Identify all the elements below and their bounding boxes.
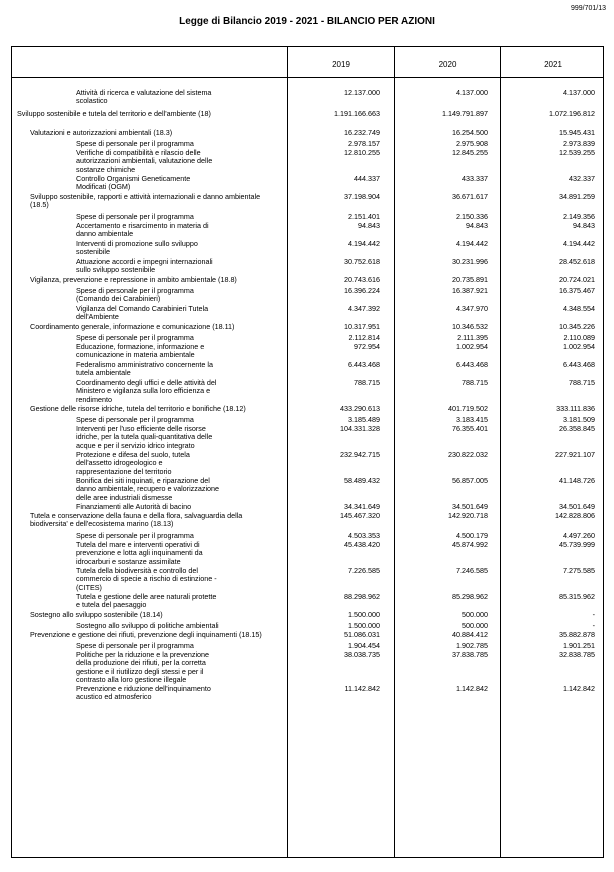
cell-2019: 1.904.454 <box>348 641 380 650</box>
row-label: Spese di personale per il programma <box>76 641 194 650</box>
row-label: Politiche per la riduzione e la prevenzione della produzione dei rifiuti, per la corretta gestione e il riutilizzo degli stessi e per il contrasto alla loro gestione illegale <box>76 650 210 684</box>
cell-2021: 142.828.806 <box>555 511 595 520</box>
cell-2020: 45.874.992 <box>452 540 488 549</box>
cell-2019: 37.198.904 <box>344 192 380 201</box>
row-label: Spese di personale per il programma <box>76 212 194 221</box>
cell-2019: 20.743.616 <box>344 275 380 284</box>
cell-2019: 11.142.842 <box>344 684 380 693</box>
cell-2020: 401.719.502 <box>448 404 488 413</box>
header-divider <box>12 77 603 78</box>
table-row <box>12 477 603 503</box>
table-row <box>12 240 603 258</box>
table-row <box>12 685 603 703</box>
cell-2021: 32.838.785 <box>559 650 595 659</box>
row-label: Sviluppo sostenibile e tutela del territorio e dell'ambiente (18) <box>17 109 211 118</box>
table-body <box>12 89 603 703</box>
row-label: Sostegno allo sviluppo di politiche ambientali <box>76 621 219 630</box>
cell-2021: 16.375.467 <box>559 286 595 295</box>
row-label: Verifiche di compatibilità e rilascio delle autorizzazioni ambientali, valutazione delle sostanze chimiche <box>76 148 213 174</box>
row-label: Tutela e conservazione della fauna e della flora, salvaguardia della biodiversita' e dell'ecosistema marino (18.13) <box>30 511 243 529</box>
cell-2019: 2.112.814 <box>348 333 380 342</box>
cell-2021: 227.921.107 <box>555 450 595 459</box>
cell-2021: 4.194.442 <box>563 239 595 248</box>
cell-2020: 2.150.336 <box>456 212 488 221</box>
cell-2021: 2.149.356 <box>563 212 595 221</box>
cell-2020: 16.387.921 <box>452 286 488 295</box>
row-label: Prevenzione e riduzione dell'inquinamento acustico ed atmosferico <box>76 684 211 702</box>
cell-2020: 142.920.718 <box>448 511 488 520</box>
cell-2021: 10.345.226 <box>559 322 595 331</box>
cell-2020: 20.735.891 <box>452 275 488 284</box>
table-row <box>12 512 603 532</box>
cell-2019: 1.191.166.663 <box>334 109 380 118</box>
cell-2021: 28.452.618 <box>559 257 595 266</box>
table-row <box>12 89 603 107</box>
cell-2019: 232.942.715 <box>340 450 380 459</box>
cell-2021: 15.945.431 <box>559 128 595 137</box>
table-row <box>12 379 603 405</box>
cell-2019: 2.151.401 <box>348 212 380 221</box>
cell-2019: 30.752.618 <box>344 257 380 266</box>
row-label: Accertamento e risarcimento in materia di danno ambientale <box>76 221 209 239</box>
cell-2019: 145.467.320 <box>340 511 380 520</box>
cell-2021: 7.275.585 <box>563 566 595 575</box>
cell-2020: 500.000 <box>462 610 488 619</box>
cell-2019: 12.810.255 <box>344 148 380 157</box>
table-row <box>12 287 603 305</box>
cell-2019: 4.347.392 <box>348 304 380 313</box>
cell-2021: 1.901.251 <box>563 641 595 650</box>
cell-2020: 37.838.785 <box>452 650 488 659</box>
row-label: Gestione delle risorse idriche, tutela del territorio e bonifiche (18.12) <box>30 404 246 413</box>
cell-2021: 1.142.842 <box>563 684 595 693</box>
cell-2021: 41.148.726 <box>559 476 595 485</box>
cell-2021: 2.110.089 <box>563 333 595 342</box>
row-label: Bonifica dei siti inquinati, e riparazione del danno ambientale, recupero e valorizzazione delle aree industriali dismesse <box>76 476 220 502</box>
table-row <box>12 451 603 477</box>
cell-2019: 444.337 <box>354 174 380 183</box>
cell-2020: 2.975.908 <box>456 139 488 148</box>
table-row <box>12 541 603 567</box>
cell-2021: 34.501.649 <box>559 502 595 511</box>
table-row <box>12 258 603 276</box>
cell-2019: 788.715 <box>354 378 380 387</box>
cell-2019: 433.290.613 <box>340 404 380 413</box>
cell-2020: 1.142.842 <box>456 684 488 693</box>
cell-2021: - <box>592 610 595 619</box>
cell-2021: 432.337 <box>569 174 595 183</box>
cell-2021: 45.739.999 <box>559 540 595 549</box>
row-label: Spese di personale per il programma <box>76 531 194 540</box>
cell-2019: 1.500.000 <box>348 610 380 619</box>
cell-2021: 788.715 <box>569 378 595 387</box>
table-row <box>12 425 603 451</box>
cell-2021: 4.137.000 <box>563 88 595 97</box>
cell-2021: 3.181.509 <box>563 415 595 424</box>
cell-2021: 20.724.021 <box>559 275 595 284</box>
cell-2020: 40.884.412 <box>452 630 488 639</box>
table-row <box>12 651 603 685</box>
table-row <box>12 222 603 240</box>
document-id: 999/701/13 <box>570 5 606 12</box>
cell-2019: 972.954 <box>354 342 380 351</box>
table-row <box>12 110 603 121</box>
row-label: Interventi di promozione sullo sviluppo sostenibile <box>76 239 198 257</box>
cell-2020: 4.347.970 <box>456 304 488 313</box>
cell-2021: 35.882.878 <box>559 630 595 639</box>
row-label: Tutela della biodiversità e controllo del commercio di specie a rischio di estinzione - (CITES) <box>76 566 217 592</box>
cell-2020: 4.194.442 <box>456 239 488 248</box>
cell-2020: 788.715 <box>462 378 488 387</box>
cell-2021: 26.358.845 <box>559 424 595 433</box>
row-label: Vigilanza del Comando Carabinieri Tutela dell'Ambiente <box>76 304 209 322</box>
cell-2021: 12.539.255 <box>559 148 595 157</box>
budget-table <box>11 46 604 858</box>
cell-2021: 4.348.554 <box>563 304 595 313</box>
cell-2020: 16.254.500 <box>452 128 488 137</box>
cell-2019: 7.226.585 <box>348 566 380 575</box>
cell-2021: 34.891.259 <box>559 192 595 201</box>
cell-2019: 34.341.649 <box>344 502 380 511</box>
row-label: Tutela del mare e interventi operativi di prevenzione e lotta agli inquinamenti da idrocarburi e sostanze assimilate <box>76 540 203 566</box>
cell-2021: - <box>592 621 595 630</box>
cell-2021: 94.843 <box>573 221 595 230</box>
cell-2020: 85.298.962 <box>452 592 488 601</box>
cell-2019: 6.443.468 <box>348 360 380 369</box>
cell-2020: 30.231.996 <box>452 257 488 266</box>
table-row <box>12 361 603 379</box>
cell-2019: 16.232.749 <box>344 128 380 137</box>
cell-2020: 433.337 <box>462 174 488 183</box>
row-label: Finanziamenti alle Autorità di bacino <box>76 502 192 511</box>
row-label: Controllo Organismi Geneticamente Modificati (OGM) <box>76 174 191 192</box>
page-title: Legge di Bilancio 2019 - 2021 - BILANCIO PER AZIONI <box>179 16 435 27</box>
cell-2019: 4.503.353 <box>348 531 380 540</box>
table-row <box>12 149 603 175</box>
cell-2020: 230.822.032 <box>448 450 488 459</box>
table-row <box>12 593 603 611</box>
cell-2019: 10.317.951 <box>344 322 380 331</box>
cell-2021: 6.443.468 <box>563 360 595 369</box>
cell-2020: 2.111.395 <box>457 333 488 342</box>
row-label: Prevenzione e gestione dei rifiuti, prevenzione degli inquinamenti (18.15) <box>30 630 262 639</box>
cell-2019: 4.194.442 <box>348 239 380 248</box>
cell-2020: 6.443.468 <box>456 360 488 369</box>
cell-2019: 1.500.000 <box>348 621 380 630</box>
cell-2020: 3.183.415 <box>456 415 488 424</box>
cell-2020: 1.149.791.897 <box>442 109 488 118</box>
row-label: Sostegno allo sviluppo sostenibile (18.14) <box>30 610 163 619</box>
cell-2020: 1.002.954 <box>456 342 488 351</box>
cell-2020: 94.843 <box>466 221 488 230</box>
cell-2020: 36.671.617 <box>452 192 488 201</box>
row-label: Educazione, formazione, informazione e comunicazione in materia ambientale <box>76 342 205 360</box>
cell-2019: 3.185.489 <box>348 415 380 424</box>
cell-2021: 4.497.260 <box>563 531 595 540</box>
cell-2019: 16.396.224 <box>344 286 380 295</box>
cell-2019: 94.843 <box>358 221 380 230</box>
cell-2021: 1.002.954 <box>563 342 595 351</box>
row-label: Coordinamento generale, informazione e comunicazione (18.11) <box>30 322 235 331</box>
column-header-2020: 2020 <box>438 60 457 69</box>
row-label: Coordinamento degli uffici e delle attività del Ministero e vigilanza sulla loro efficienza e rendimento <box>76 378 217 404</box>
row-label: Protezione e difesa del suolo, tutela dell'assetto idrogeologico e rappresentazione del territorio <box>76 450 190 476</box>
table-row <box>12 193 603 213</box>
row-label: Tutela e gestione delle aree naturali protette e tutela del paesaggio <box>76 592 217 610</box>
table-row <box>12 305 603 323</box>
row-label: Spese di personale per il programma <box>76 415 194 424</box>
cell-2019: 2.978.157 <box>348 139 380 148</box>
cell-2020: 1.902.785 <box>456 641 488 650</box>
row-label: Sviluppo sostenibile, rapporti e attività internazionali e danno ambientale (18.5) <box>30 192 261 210</box>
cell-2019: 88.298.962 <box>344 592 380 601</box>
cell-2020: 12.845.255 <box>452 148 488 157</box>
cell-2020: 500.000 <box>462 621 488 630</box>
cell-2020: 4.500.179 <box>456 531 488 540</box>
row-label: Interventi per l'uso efficiente delle risorse idriche, per la tutela quali-quantitativa delle acque e per il servizio idrico integrato <box>76 424 213 450</box>
cell-2019: 12.137.000 <box>344 88 380 97</box>
cell-2019: 58.489.432 <box>344 476 380 485</box>
row-label: Federalismo amministrativo concernente la tutela ambientale <box>76 360 214 378</box>
row-label: Spese di personale per il programma <box>76 333 194 342</box>
column-header-2021: 2021 <box>544 60 562 69</box>
cell-2019: 38.038.735 <box>344 650 380 659</box>
cell-2019: 51.086.031 <box>344 630 380 639</box>
row-label: Spese di personale per il programma (Comando dei Carabinieri) <box>76 286 194 304</box>
cell-2020: 7.246.585 <box>456 566 488 575</box>
cell-2021: 333.111.836 <box>556 404 595 413</box>
cell-2021: 1.072.196.812 <box>549 109 595 118</box>
cell-2020: 34.501.649 <box>452 502 488 511</box>
row-label: Spese di personale per il programma <box>76 139 194 148</box>
cell-2020: 10.346.532 <box>452 322 488 331</box>
table-row <box>12 343 603 361</box>
row-label: Vigilanza, prevenzione e repressione in ambito ambientale (18.8) <box>30 275 237 284</box>
table-row <box>12 567 603 593</box>
row-label: Attività di ricerca e valutazione del sistema scolastico <box>76 88 212 106</box>
cell-2020: 56.857.005 <box>452 476 488 485</box>
row-label: Attuazione accordi e impegni internazionali sullo sviluppo sostenibile <box>76 257 213 275</box>
cell-2020: 76.355.401 <box>452 424 488 433</box>
cell-2020: 4.137.000 <box>456 88 488 97</box>
cell-2019: 45.438.420 <box>344 540 380 549</box>
row-label: Valutazioni e autorizzazioni ambientali (18.3) <box>30 128 173 137</box>
table-row <box>12 175 603 193</box>
column-header-2019: 2019 <box>332 60 350 69</box>
cell-2019: 104.331.328 <box>340 424 380 433</box>
cell-2021: 85.315.962 <box>559 592 595 601</box>
cell-2021: 2.973.839 <box>563 139 595 148</box>
